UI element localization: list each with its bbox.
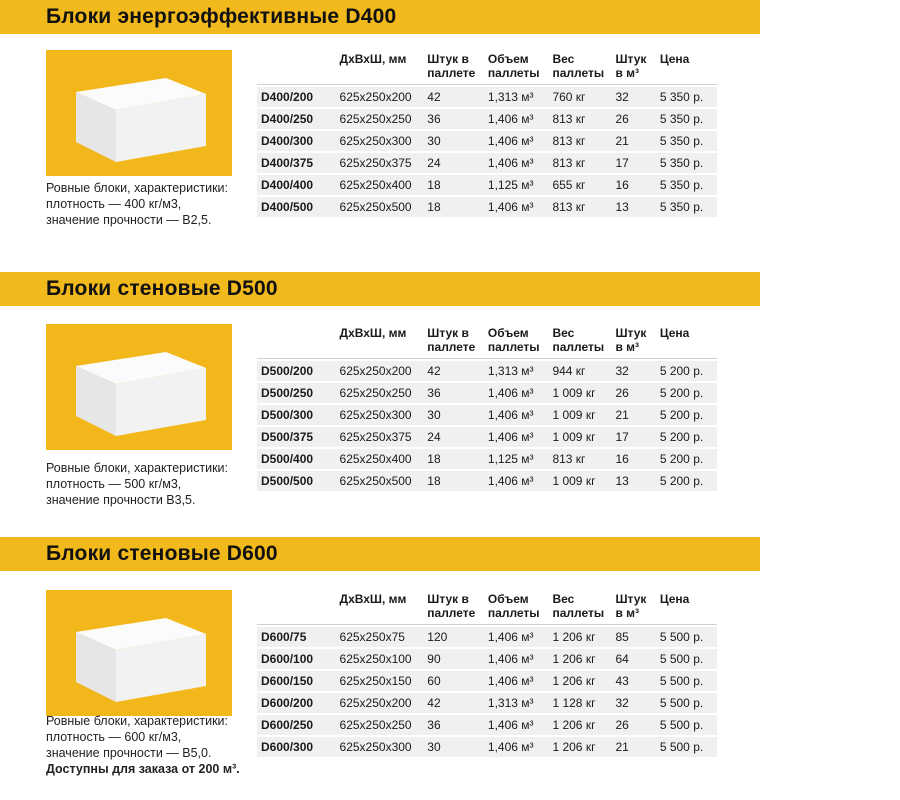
cell-per-m3: 26	[611, 109, 655, 129]
table-row	[257, 153, 717, 173]
cell-per-m3: 13	[611, 471, 655, 491]
header-volume: Объем паллеты	[484, 50, 549, 85]
cell-code: D400/375	[257, 153, 336, 173]
spec-table	[257, 588, 717, 759]
cell-weight: 1 009 кг	[548, 405, 611, 425]
cell-code: D500/375	[257, 427, 336, 447]
cell-per-m3: 21	[611, 131, 655, 151]
cell-volume: 1,406 м³	[484, 405, 549, 425]
cell-volume: 1,406 м³	[484, 471, 549, 491]
block-description	[46, 460, 256, 508]
cell-per-m3: 32	[611, 87, 655, 107]
cell-per-m3: 21	[611, 405, 655, 425]
cell-code: D600/300	[257, 737, 336, 757]
cell-price: 5 200 р.	[656, 427, 717, 447]
cell-volume: 1,313 м³	[484, 87, 549, 107]
cell-pcs: 18	[423, 197, 484, 217]
cell-per-m3: 26	[611, 715, 655, 735]
cell-code: D500/500	[257, 471, 336, 491]
cell-volume: 1,406 м³	[484, 131, 549, 151]
cell-dims: 625x250x300	[336, 131, 424, 151]
cell-pcs: 24	[423, 427, 484, 447]
cell-weight: 813 кг	[548, 109, 611, 129]
cell-dims: 625x250x250	[336, 715, 424, 735]
cell-per-m3: 21	[611, 737, 655, 757]
cell-price: 5 350 р.	[656, 175, 717, 195]
cell-price: 5 350 р.	[656, 197, 717, 217]
cell-pcs: 36	[423, 109, 484, 129]
cell-price: 5 350 р.	[656, 87, 717, 107]
cell-weight: 813 кг	[548, 197, 611, 217]
cell-dims: 625x250x400	[336, 449, 424, 469]
table-row	[257, 627, 717, 647]
cell-code: D600/150	[257, 671, 336, 691]
cell-pcs: 42	[423, 693, 484, 713]
cell-dims: 625x250x375	[336, 427, 424, 447]
cell-per-m3: 16	[611, 175, 655, 195]
cell-pcs: 24	[423, 153, 484, 173]
cell-weight: 1 206 кг	[548, 715, 611, 735]
cell-pcs: 36	[423, 715, 484, 735]
cell-weight: 1 206 кг	[548, 737, 611, 757]
cell-price: 5 200 р.	[656, 449, 717, 469]
cell-dims: 625x250x500	[336, 471, 424, 491]
table-header-row	[257, 324, 717, 359]
cell-price: 5 200 р.	[656, 361, 717, 381]
cell-weight: 813 кг	[548, 449, 611, 469]
spec-table	[257, 322, 717, 493]
header-code	[257, 50, 336, 85]
header-price: Цена	[656, 590, 717, 625]
table-row	[257, 109, 717, 129]
table-row	[257, 131, 717, 151]
table-row	[257, 197, 717, 217]
cell-per-m3: 17	[611, 153, 655, 173]
header-price: Цена	[656, 50, 717, 85]
header-per-m3: Штук в м³	[611, 324, 655, 359]
description-line: значение прочности В3,5.	[46, 493, 196, 507]
header-per-m3: Штук в м³	[611, 590, 655, 625]
description-line: плотность — 600 кг/м3,	[46, 730, 182, 744]
cell-pcs: 42	[423, 87, 484, 107]
cell-dims: 625x250x150	[336, 671, 424, 691]
cell-volume: 1,406 м³	[484, 715, 549, 735]
cell-volume: 1,406 м³	[484, 627, 549, 647]
cell-price: 5 200 р.	[656, 405, 717, 425]
header-code	[257, 590, 336, 625]
table-row	[257, 671, 717, 691]
cell-dims: 625x250x300	[336, 405, 424, 425]
cell-code: D600/250	[257, 715, 336, 735]
description-line: Ровные блоки, характеристики:	[46, 461, 229, 475]
aerated-block-image	[46, 590, 232, 716]
header-volume: Объем паллеты	[484, 324, 549, 359]
table-row	[257, 361, 717, 381]
cell-per-m3: 85	[611, 627, 655, 647]
cell-dims: 625x250x400	[336, 175, 424, 195]
cell-dims: 625x250x250	[336, 109, 424, 129]
cell-per-m3: 16	[611, 449, 655, 469]
table-header-row	[257, 590, 717, 625]
cell-weight: 813 кг	[548, 153, 611, 173]
cell-per-m3: 17	[611, 427, 655, 447]
cell-per-m3: 64	[611, 649, 655, 669]
cell-code: D400/500	[257, 197, 336, 217]
cell-weight: 655 кг	[548, 175, 611, 195]
cell-weight: 944 кг	[548, 361, 611, 381]
block-description	[46, 713, 256, 777]
table-row	[257, 649, 717, 669]
table-row	[257, 427, 717, 447]
cell-pcs: 90	[423, 649, 484, 669]
table-row	[257, 471, 717, 491]
header-pcs: Штук в паллете	[423, 50, 484, 85]
description-line: плотность — 500 кг/м3,	[46, 477, 182, 491]
table-row	[257, 405, 717, 425]
cell-price: 5 500 р.	[656, 715, 717, 735]
header-price: Цена	[656, 324, 717, 359]
cell-pcs: 18	[423, 471, 484, 491]
section-title: Блоки стеновые D600	[46, 542, 278, 565]
header-dims: ДхВхШ, мм	[336, 590, 424, 625]
header-pcs: Штук в паллете	[423, 324, 484, 359]
header-weight: Вес паллеты	[548, 590, 611, 625]
block-photo	[46, 590, 232, 716]
table-row	[257, 383, 717, 403]
cell-code: D400/400	[257, 175, 336, 195]
cell-code: D500/200	[257, 361, 336, 381]
cell-price: 5 200 р.	[656, 383, 717, 403]
block-photo	[46, 50, 232, 176]
cell-price: 5 500 р.	[656, 737, 717, 757]
cell-pcs: 42	[423, 361, 484, 381]
cell-weight: 1 206 кг	[548, 627, 611, 647]
cell-volume: 1,406 м³	[484, 383, 549, 403]
cell-price: 5 350 р.	[656, 109, 717, 129]
description-line: значение прочности — В5,0.	[46, 746, 212, 760]
cell-per-m3: 13	[611, 197, 655, 217]
description-line: Ровные блоки, характеристики:	[46, 181, 229, 195]
cell-code: D600/100	[257, 649, 336, 669]
cell-price: 5 500 р.	[656, 693, 717, 713]
cell-dims: 625x250x300	[336, 737, 424, 757]
cell-volume: 1,313 м³	[484, 361, 549, 381]
cell-volume: 1,406 м³	[484, 649, 549, 669]
header-dims: ДхВхШ, мм	[336, 324, 424, 359]
table-row	[257, 737, 717, 757]
cell-price: 5 350 р.	[656, 131, 717, 151]
cell-weight: 1 206 кг	[548, 671, 611, 691]
order-note: Доступны для заказа от 200 м³.	[46, 762, 240, 776]
cell-pcs: 36	[423, 383, 484, 403]
cell-dims: 625x250x200	[336, 87, 424, 107]
header-per-m3: Штук в м³	[611, 50, 655, 85]
cell-weight: 1 009 кг	[548, 383, 611, 403]
cell-code: D500/300	[257, 405, 336, 425]
description-line: Ровные блоки, характеристики:	[46, 714, 229, 728]
cell-pcs: 30	[423, 405, 484, 425]
spec-table	[257, 48, 717, 219]
table-row	[257, 693, 717, 713]
cell-dims: 625x250x100	[336, 649, 424, 669]
table-row	[257, 449, 717, 469]
cell-price: 5 500 р.	[656, 671, 717, 691]
cell-dims: 625x250x200	[336, 361, 424, 381]
description-line: значение прочности — В2,5.	[46, 213, 212, 227]
cell-code: D600/75	[257, 627, 336, 647]
cell-weight: 813 кг	[548, 131, 611, 151]
cell-volume: 1,406 м³	[484, 427, 549, 447]
cell-code: D400/250	[257, 109, 336, 129]
cell-volume: 1,406 м³	[484, 737, 549, 757]
cell-price: 5 200 р.	[656, 471, 717, 491]
cell-code: D600/200	[257, 693, 336, 713]
cell-pcs: 120	[423, 627, 484, 647]
cell-code: D400/300	[257, 131, 336, 151]
cell-volume: 1,313 м³	[484, 693, 549, 713]
cell-pcs: 30	[423, 737, 484, 757]
block-description	[46, 180, 256, 228]
cell-volume: 1,406 м³	[484, 153, 549, 173]
cell-weight: 760 кг	[548, 87, 611, 107]
cell-code: D500/400	[257, 449, 336, 469]
cell-code: D500/250	[257, 383, 336, 403]
cell-per-m3: 43	[611, 671, 655, 691]
description-line: плотность — 400 кг/м3,	[46, 197, 182, 211]
cell-per-m3: 32	[611, 361, 655, 381]
cell-dims: 625x250x500	[336, 197, 424, 217]
cell-price: 5 350 р.	[656, 153, 717, 173]
header-pcs: Штук в паллете	[423, 590, 484, 625]
table-row	[257, 715, 717, 735]
cell-volume: 1,406 м³	[484, 197, 549, 217]
cell-price: 5 500 р.	[656, 627, 717, 647]
aerated-block-image	[46, 324, 232, 450]
cell-volume: 1,406 м³	[484, 109, 549, 129]
cell-pcs: 60	[423, 671, 484, 691]
cell-volume: 1,125 м³	[484, 175, 549, 195]
cell-dims: 625x250x250	[336, 383, 424, 403]
cell-code: D400/200	[257, 87, 336, 107]
cell-volume: 1,406 м³	[484, 671, 549, 691]
header-code	[257, 324, 336, 359]
header-weight: Вес паллеты	[548, 324, 611, 359]
cell-dims: 625x250x200	[336, 693, 424, 713]
cell-per-m3: 32	[611, 693, 655, 713]
cell-pcs: 18	[423, 175, 484, 195]
cell-volume: 1,125 м³	[484, 449, 549, 469]
cell-price: 5 500 р.	[656, 649, 717, 669]
table-row	[257, 175, 717, 195]
cell-weight: 1 206 кг	[548, 649, 611, 669]
header-dims: ДхВхШ, мм	[336, 50, 424, 85]
cell-weight: 1 128 кг	[548, 693, 611, 713]
section-title: Блоки энергоэффективные D400	[46, 5, 397, 28]
aerated-block-image	[46, 50, 232, 176]
header-weight: Вес паллеты	[548, 50, 611, 85]
block-photo	[46, 324, 232, 450]
cell-pcs: 18	[423, 449, 484, 469]
cell-weight: 1 009 кг	[548, 427, 611, 447]
cell-weight: 1 009 кг	[548, 471, 611, 491]
cell-pcs: 30	[423, 131, 484, 151]
cell-dims: 625x250x375	[336, 153, 424, 173]
cell-per-m3: 26	[611, 383, 655, 403]
table-header-row	[257, 50, 717, 85]
header-volume: Объем паллеты	[484, 590, 549, 625]
cell-dims: 625x250x75	[336, 627, 424, 647]
section-title: Блоки стеновые D500	[46, 277, 278, 300]
table-row	[257, 87, 717, 107]
